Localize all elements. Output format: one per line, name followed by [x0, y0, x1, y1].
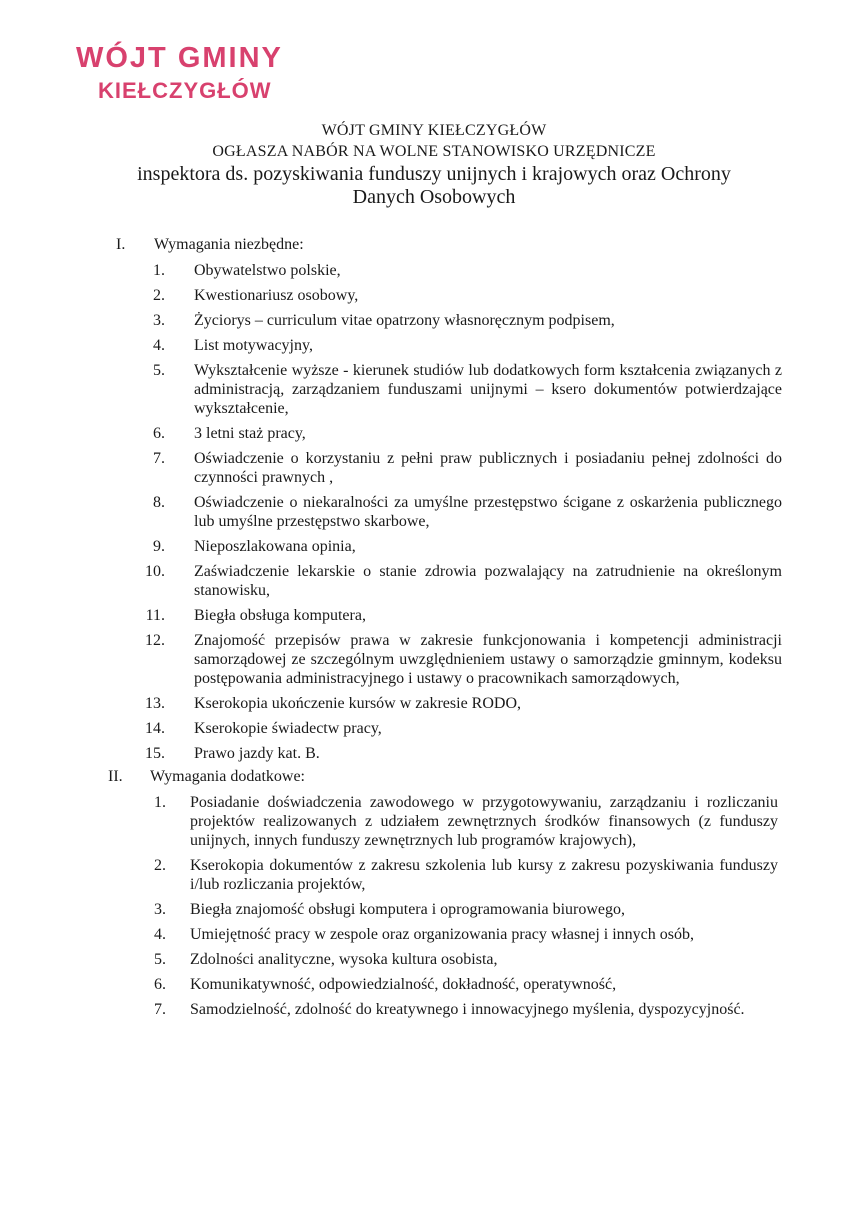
header-authority: WÓJT GMINY KIEŁCZYGŁÓW: [321, 122, 547, 139]
section-heading-ii: [0, 767, 868, 793]
list-item: [0, 900, 868, 919]
item-text: Kserokopie świadectw pracy,: [194, 720, 382, 737]
section-title: Wymagania dodatkowe:: [150, 768, 305, 785]
additional-list: [0, 793, 868, 1019]
item-number: 2.: [153, 287, 165, 304]
item-number: 2.: [154, 857, 166, 874]
item-text: 3 letni staż pracy,: [194, 425, 306, 442]
item-number: 15.: [145, 745, 165, 762]
list-item: [0, 793, 868, 850]
header-announcement: OGŁASZA NABÓR NA WOLNE STANOWISKO URZĘDNICZE: [212, 143, 656, 160]
item-text: Zaświadczenie lekarskie o stanie zdrowia pozwalający na zatrudnienie na określonym stanowisku,: [194, 563, 782, 599]
list-item: [0, 261, 868, 280]
list-item: [0, 719, 868, 738]
list-item: [0, 744, 868, 763]
item-number: 7.: [153, 450, 165, 467]
list-item: [0, 606, 868, 625]
item-text: Kserokopia ukończenie kursów w zakresie RODO,: [194, 695, 522, 712]
list-item: [0, 694, 868, 713]
item-text: Biegła znajomość obsługi komputera i oprogramowania biurowego,: [190, 901, 626, 918]
item-number: 11.: [145, 607, 165, 624]
item-text: Umiejętność pracy w zespole oraz organizowania pracy własnej i innych osób,: [190, 926, 694, 943]
item-text: Prawo jazdy kat. B.: [194, 745, 320, 762]
stamp-line-1: WÓJT GMINY: [76, 42, 283, 74]
section-heading-i: [0, 235, 868, 261]
section-number: I.: [116, 236, 126, 253]
list-item: [0, 1000, 868, 1019]
item-number: 8.: [153, 494, 165, 511]
item-text: Biegła obsługa komputera,: [194, 607, 366, 624]
item-number: 4.: [153, 337, 165, 354]
item-number: 1.: [154, 794, 166, 811]
item-text: Znajomość przepisów prawa w zakresie funkcjonowania i kompetencji administracji samorządowej ze szczególnym uwzględnieniem ustawy o samorządzie gminnym, kodeksu postępowania administracyjnego i ustawy o pracownikach samorządowych,: [194, 632, 782, 687]
list-item: [0, 950, 868, 969]
list-item: [0, 311, 868, 330]
list-item: [0, 925, 868, 944]
item-number: 4.: [154, 926, 166, 943]
item-text: Kwestionariusz osobowy,: [194, 287, 359, 304]
list-item: [0, 493, 868, 531]
item-number: 14.: [145, 720, 165, 737]
item-number: 3.: [153, 312, 165, 329]
item-text: Życiorys – curriculum vitae opatrzony własnoręcznym podpisem,: [194, 312, 615, 329]
item-number: 5.: [154, 951, 166, 968]
item-text: Zdolności analityczne, wysoka kultura osobista,: [190, 951, 498, 968]
required-list: [0, 261, 868, 763]
item-number: 12.: [145, 632, 165, 649]
item-text: Kserokopia dokumentów z zakresu szkolenia lub kursy z zakresu pozyskiwania funduszy i/lub rozliczania projektów,: [190, 857, 778, 893]
list-item: [0, 562, 868, 600]
stamp-line-2: KIEŁCZYGŁÓW: [98, 78, 272, 103]
item-text: Samodzielność, zdolność do kreatywnego i innowacyjnego myślenia, dyspozycyjność.: [190, 1001, 745, 1018]
item-number: 9.: [153, 538, 165, 555]
item-number: 6.: [153, 425, 165, 442]
wojt-stamp: [76, 44, 283, 102]
list-item: [0, 424, 868, 443]
document-header: [0, 120, 868, 209]
item-text: Oświadczenie o niekaralności za umyślne przestępstwo ścigane z oskarżenia publicznego lub umyślne przestępstwo skarbowe,: [194, 494, 782, 530]
item-text: Posiadanie doświadczenia zawodowego w przygotowywaniu, zarządzaniu i rozliczaniu projektów realizowanych z udziałem zewnętrznych środków finansowych (z funduszy unijnych, innych funduszy zewnętrznych lub programów krajowych),: [190, 794, 778, 849]
item-text: List motywacyjny,: [194, 337, 313, 354]
item-text: Wykształcenie wyższe - kierunek studiów lub dodatkowych form kształcenia związanych z administracją, zarządzaniem funduszami unijnymi – ksero dokumentów potwierdzające wykształcenie,: [194, 362, 782, 417]
item-text: Nieposzlakowana opinia,: [194, 538, 356, 555]
list-item: [0, 286, 868, 305]
document-body: [0, 235, 868, 1025]
item-number: 3.: [154, 901, 166, 918]
list-item: [0, 856, 868, 894]
item-text: Oświadczenie o korzystaniu z pełni praw publicznych i posiadaniu pełnej zdolności do czynności prawnych ,: [194, 450, 782, 486]
item-number: 10.: [145, 563, 165, 580]
item-text: Obywatelstwo polskie,: [194, 262, 341, 279]
item-number: 7.: [154, 1001, 166, 1018]
position-title: inspektora ds. pozyskiwania funduszy unijnych i krajowych oraz Ochrony Danych Osobowych: [137, 163, 731, 208]
item-number: 13.: [145, 695, 165, 712]
list-item: [0, 537, 868, 556]
section-title: Wymagania niezbędne:: [154, 236, 304, 253]
item-number: 6.: [154, 976, 166, 993]
list-item: [0, 336, 868, 355]
item-number: 1.: [153, 262, 165, 279]
list-item: [0, 631, 868, 688]
list-item: [0, 361, 868, 418]
list-item: [0, 449, 868, 487]
item-text: Komunikatywność, odpowiedzialność, dokładność, operatywność,: [190, 976, 617, 993]
section-number: II.: [108, 768, 123, 785]
item-number: 5.: [153, 362, 165, 379]
list-item: [0, 975, 868, 994]
